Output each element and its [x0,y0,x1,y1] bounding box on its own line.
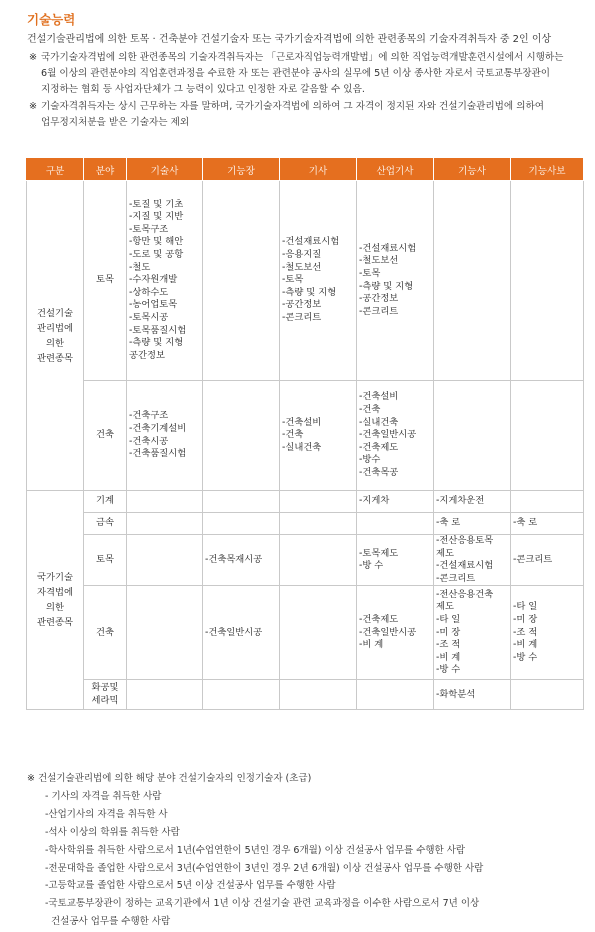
field-cell [84,381,127,491]
category-line: 관련종목 [37,617,73,629]
category-line: 관련종목 [37,352,73,364]
header-cell: 산업기사 [357,159,434,181]
qualification-item: -철도보선 [282,261,322,273]
qualification-item: -미 장 [436,626,461,638]
qualification-item: -건설재료시험 [282,236,340,248]
qualification-item: -건축제도 [359,441,399,453]
qualification-item: -실내건축 [359,416,399,428]
qualification-cell [127,491,203,513]
field-label: 금속 [96,517,114,529]
field-cell [84,586,127,680]
qualification-item: -건축목공 [359,466,399,478]
qualification-item: -측량 및 지형 [359,280,414,292]
qualification-item: -방수 [359,454,381,466]
qualification-item: -건축구조 [129,410,169,422]
footnote-item: -국토교통부장관이 정하는 교육기관에서 1년 이상 건설기술 관련 교육과정을 이수한 사람으로서 7년 이상 [45,898,480,910]
table-body [27,181,584,710]
qualification-item: -지질 및 지반 [129,211,184,223]
qualification-item: -건축기계설비 [129,422,187,434]
table-row [27,535,584,586]
qualification-cell [357,381,434,491]
qualification-item: -미 장 [513,613,538,625]
qualification-item: -비 계 [436,651,461,663]
qualification-item: -측량 및 지형 [129,337,184,349]
qualification-item: -콘크리트 [359,305,399,317]
qualification-item: 제도 [436,547,454,559]
qualification-item: -건축 [359,404,381,416]
qualification-item: -건축설비 [359,391,399,403]
qualification-item: -콘크리트 [282,311,322,323]
qualification-item: -축 로 [513,517,538,529]
footnote-item: -고등학교를 졸업한 사람으로서 5년 이상 건설공사 업무를 수행한 사람 [45,880,336,892]
qualification-item: -전산응용건축 [436,588,494,600]
qualification-item: -건축일반시공 [205,626,263,638]
qualification-cell [434,586,511,680]
footnote-item: -전문대학을 졸업한 사람으로서 3년(수업연한이 3년인 경우 2년 6개월) 이상 건설공사 업무를 수행한 사람 [45,862,484,874]
footnote-heading: ※ 건설기술관리법에 의한 해당 분야 건설기술자의 인정기술자 (초급) [27,773,312,784]
note-line: 업무정지처분을 받은 기술자는 제외 [41,116,190,128]
qualification-item: -건설재료시험 [436,560,494,572]
qualification-cell [203,680,280,710]
note-line: 지정하는 협회 등 사업자단체가 그 능력이 있다고 인정한 자로 갈음할 수 있음. [41,84,365,96]
qualification-cell [203,586,280,680]
qualification-cell [203,513,280,535]
footnote-item: -산업기사의 자격을 취득한 사 [45,808,168,820]
qualification-cell [280,513,357,535]
footnote-item: -학사학위를 취득한 사람으로서 1년(수업연한이 5년인 경우 6개월) 이상 건설공사 업무를 수행한 사람 [45,844,466,856]
intro-text: 건설기술관리법에 의한 토목 · 건축분야 건설기술자 또는 국가기술자격법에 의한 관련종목의 기술자격취득자 중 2인 이상 [27,34,552,45]
qualification-item: -건축일반시공 [359,429,417,441]
qualification-item: -항만 및 해안 [129,236,184,248]
qualification-cell [434,491,511,513]
table-row [27,586,584,680]
qualification-item: -타 일 [436,613,461,625]
field-label: 기계 [96,495,114,507]
qualification-item: -철도 [129,261,151,273]
qualification-item: -방 수 [359,560,384,572]
category-line: 관리법에 [37,322,73,334]
qualification-item: -토목제도 [359,547,399,559]
qualification-item: -콘크리트 [513,553,553,565]
qualification-cell [127,181,203,381]
note-line: 국가기술자격법에 의한 관련종목의 기술자격취득자는 「근로자직업능력개발법」에 의한 직업능력개발훈련시설에서 시행하는 [41,52,564,63]
qualification-cell [203,535,280,586]
category-cell [27,491,84,710]
qualification-item: -측량 및 지형 [282,286,337,298]
field-cell [84,513,127,535]
table-row [27,381,584,491]
qualification-cell [357,535,434,586]
field-label: 토목 [96,553,114,565]
qualification-item: -건축제도 [359,613,399,625]
note-1 [27,50,595,99]
qualification-cell [434,680,511,710]
qualification-cell [280,535,357,586]
field-cell [84,535,127,586]
qualification-item: 제도 [436,601,454,613]
footnote [27,770,587,931]
qualification-item: -건축목재시공 [205,553,263,565]
qualification-cell [203,491,280,513]
qualification-item: -도로 및 공항 [129,249,184,261]
header-cell: 기능사 [434,159,511,181]
qualification-item: -지게차 [359,495,390,507]
qualification-item: -공간정보 [282,299,322,311]
footnote-continuation: 건설공사 업무를 수행한 사람 [51,916,171,928]
field-cell [84,680,127,710]
qualification-item: -건축품질시험 [129,448,187,460]
qualification-item: -토목 [282,274,304,286]
qualification-cell [357,680,434,710]
footnote-item: - 기사의 자격을 취득한 사람 [45,790,162,802]
field-label: 토목 [96,274,114,286]
qualification-item: -농어업토목 [129,299,178,311]
qualification-item: -수자원개발 [129,274,178,286]
qualification-item: -토질 및 기초 [129,198,184,210]
note-line: 6월 이상의 관련분야의 직업훈련과정을 수료한 자 또는 관련분야 공사의 실무에 5년 이상 종사한 자로서 국토교통부장관이 [41,68,551,80]
qualification-cell [511,535,584,586]
qualification-cell [434,381,511,491]
qualification-cell [357,513,434,535]
qualification-item: -실내건축 [282,441,322,453]
qualification-cell [511,680,584,710]
note-marker: ※ [29,100,38,112]
qualification-cell [127,381,203,491]
qualification-cell [357,586,434,680]
qualification-item: -방 수 [513,651,538,663]
note-line: 기술자격취득자는 상시 근무하는 자를 말하며, 국가기술자격법에 의하여 그 자격이 정지된 자와 건설기술관리법에 의하여 [41,100,545,112]
qualification-item: -토목구조 [129,223,169,235]
qualification-item: -건축일반시공 [359,626,417,638]
notes [27,50,595,131]
qualification-item: -토목 [359,267,381,279]
category-line: 자격법에 [37,587,73,599]
category-line: 의한 [46,337,64,349]
qualification-cell [357,181,434,381]
qualification-cell [357,491,434,513]
qualification-item: -방 수 [436,664,461,676]
qualification-cell [280,586,357,680]
header-cell: 기능사보 [511,159,584,181]
field-label: 화공및 세라믹 [91,682,119,706]
qualification-item: -지게차운전 [436,495,485,507]
header-cell: 구분 [27,159,84,181]
qualification-cell [280,491,357,513]
qualification-cell [280,381,357,491]
qualification-item: -축 로 [436,517,461,529]
qualification-cell [511,491,584,513]
qualification-item: -건축설비 [282,416,322,428]
header-cell: 기능장 [203,159,280,181]
qualification-item: -건설재료시험 [359,242,417,254]
header-cell: 기사 [280,159,357,181]
qualification-cell [203,381,280,491]
qualification-item: -공간정보 [359,293,399,305]
qualification-cell [434,535,511,586]
qualification-cell [434,513,511,535]
qualification-item: -조 적 [436,639,461,651]
field-cell [84,491,127,513]
qualification-cell [511,181,584,381]
qualification-item: -철도보선 [359,255,399,267]
qualification-cell [127,513,203,535]
qualification-item: -토목품질시험 [129,324,187,336]
field-label: 건축 [96,429,114,441]
footnote-item: -석사 이상의 학위를 취득한 사람 [45,826,180,838]
qualification-cell [127,586,203,680]
qualification-item: -토목시공 [129,311,169,323]
category-line: 건설기술 [37,307,73,319]
note-2 [27,99,595,131]
qualification-item: -응용지질 [282,249,322,261]
qualification-table [26,158,584,710]
table-row [27,513,584,535]
category-line: 의한 [46,602,64,614]
qualification-item: -전산응용토목 [436,535,494,546]
qualification-cell [434,181,511,381]
qualification-item: -비 계 [513,639,538,651]
table-row [27,181,584,381]
qualification-cell [127,680,203,710]
qualification-item: -화학분석 [436,688,476,700]
header-cell: 분야 [84,159,127,181]
qualification-item: -콘크리트 [436,572,476,584]
category-line: 국가기술 [37,572,73,584]
qualification-item: -타 일 [513,601,538,613]
qualification-cell [511,586,584,680]
qualification-cell [511,381,584,491]
field-cell [84,181,127,381]
qualification-item: -상하수도 [129,286,169,298]
qualification-item: -건축 [282,429,304,441]
qualification-item: -비 계 [359,639,384,651]
section-title: 기술능력 [27,12,76,27]
table-header-row [27,159,584,181]
note-marker: ※ [29,52,38,63]
field-label: 건축 [96,626,114,638]
qualification-cell [511,513,584,535]
category-cell [27,181,84,491]
qualification-item: -건축시공 [129,435,169,447]
qualification-cell [280,181,357,381]
table-row [27,491,584,513]
qualification-cell [280,680,357,710]
qualification-item: 공간정보 [129,349,165,361]
table-row [27,680,584,710]
qualification-item: -조 적 [513,626,538,638]
qualification-cell [203,181,280,381]
header-cell: 기술사 [127,159,203,181]
qualification-cell [127,535,203,586]
